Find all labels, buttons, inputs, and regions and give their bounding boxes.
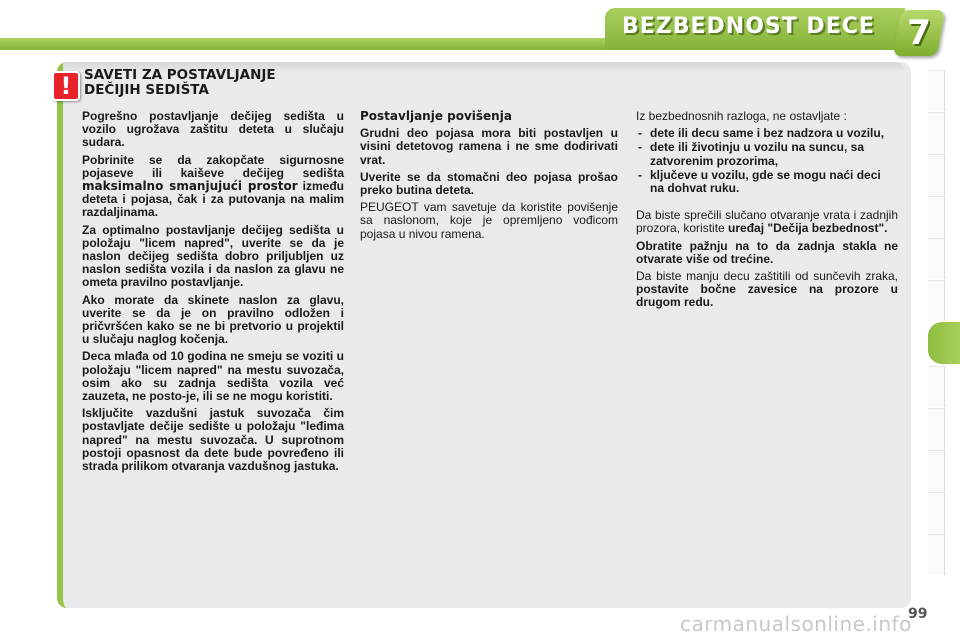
paragraph: Obratite pažnju na to da zadnja stakla ne otvarate više od trećine. (636, 238, 898, 266)
index-tab-2[interactable] (928, 112, 945, 153)
index-tab-3[interactable] (928, 154, 945, 195)
page-title: BEZBEDNOST DECE (622, 14, 875, 39)
paragraph: Pogrešno postavljanje dečijeg sedišta u vozilo ugrožava zaštitu deteta u slučaju sudara. (82, 109, 344, 150)
paragraph: Ako morate da skinete naslon za glavu, uverite se da je on pravilno odložen i pričvršćen kako se ne bi pretvorio u projektil u slučaju naglog kočenja. (82, 292, 344, 347)
paragraph: Uverite se da stomačni deo pojasa prošao preko butina deteta. (360, 169, 618, 198)
list-item: - dete ili životinju u vozilu na suncu, sa zatvorenim prozorima, (636, 141, 898, 167)
index-tab-5[interactable] (928, 238, 945, 279)
index-tab-6[interactable] (928, 280, 945, 321)
side-index-tabs (928, 70, 960, 570)
index-tab-10[interactable] (928, 450, 945, 491)
list-item: - dete ili decu same i bez nadzora u vozilu, (636, 127, 898, 140)
column-middle (360, 110, 618, 245)
list-item: - ključeve u vozilu, gde se mogu naći deci na dohvat ruku. (636, 169, 898, 195)
warning-list (636, 127, 898, 195)
index-tab-9[interactable] (928, 408, 945, 449)
paragraph: Za optimalno postavljanje dečijeg sedišta u položaju "licem napred", uverite se da je naslon dečijeg sedišta dobro priljubljen uz naslon sedišta vozila i da naslon za glavu ne ometa pravilno postavljanje. (82, 222, 344, 290)
paragraph: Isključite vazdušni jastuk suvozača čim postavljate dečije sedište u položaju "leđima napred" na mestu suvozača. U suprotnom postoji opasnost da dete bude povređeno ili strada prilikom otvaranja vazdušnog jastuka. (82, 406, 344, 474)
paragraph (636, 270, 898, 310)
section-title-line1: SAVETI ZA POSTAVLJANJE (84, 67, 276, 83)
paragraph (82, 154, 344, 220)
paragraph-text: Pobrinite se da zakopčate sigurnosne pojaseve ili kaiševe dečijeg sedišta (82, 152, 344, 180)
index-tab-1[interactable] (928, 70, 945, 111)
list-intro: Iz bezbednosnih razloga, ne ostavljate : (636, 109, 847, 123)
paragraph: Grudni deo pojasa mora biti postavljen u visini detetovog ramena i ne sme dodirivati vrat. (360, 126, 618, 167)
index-tab-active[interactable] (928, 322, 960, 364)
index-tab-4[interactable] (928, 196, 945, 237)
emphasis-text: uređaj "Dečija bezbednost". (728, 221, 888, 236)
section-title (84, 68, 344, 98)
section-title-line2: DEČIJIH SEDIŠTA (84, 82, 209, 98)
watermark: carmanualsonline.info (680, 612, 912, 636)
index-tab-11[interactable] (928, 492, 945, 533)
page-number: 99 (908, 606, 928, 622)
column-right (636, 110, 898, 314)
paragraph: Deca mlađa od 10 godina ne smeju se voziti u položaju "licem napred" na mestu suvozača, osim ako su zadnja sedišta vozila već zauzeta, ne posto-je, ili se ne mogu koristiti. (82, 349, 344, 404)
paragraph-text: Da biste manju decu zaštitili od sunčevih zraka, (636, 269, 898, 284)
subheading: Postavljanje povišenja (360, 109, 512, 123)
chapter-number: 7 (907, 13, 931, 53)
emphasis-text: postavite bočne zavesice na prozore u drugom redu. (636, 282, 898, 310)
paragraph-text: Da biste sprečili slučano otvaranje vrata i zadnjih prozora, koristite (636, 208, 898, 236)
paragraph: PEUGEOT vam savetuje da koristite povišenje sa naslonom, koje je opremljeno vođicom pojasa u nivou ramena. (360, 200, 618, 241)
column-left (82, 110, 344, 477)
paragraph-text: između deteta i pojasa, čak i za putovanja na malim razdaljinama. (82, 179, 344, 220)
index-tab-8[interactable] (928, 366, 945, 407)
emphasis-text: maksimalno smanjujući prostor (82, 179, 298, 194)
warning-icon: ! (60, 72, 72, 100)
paragraph (636, 209, 898, 235)
index-tab-12[interactable] (928, 534, 945, 575)
